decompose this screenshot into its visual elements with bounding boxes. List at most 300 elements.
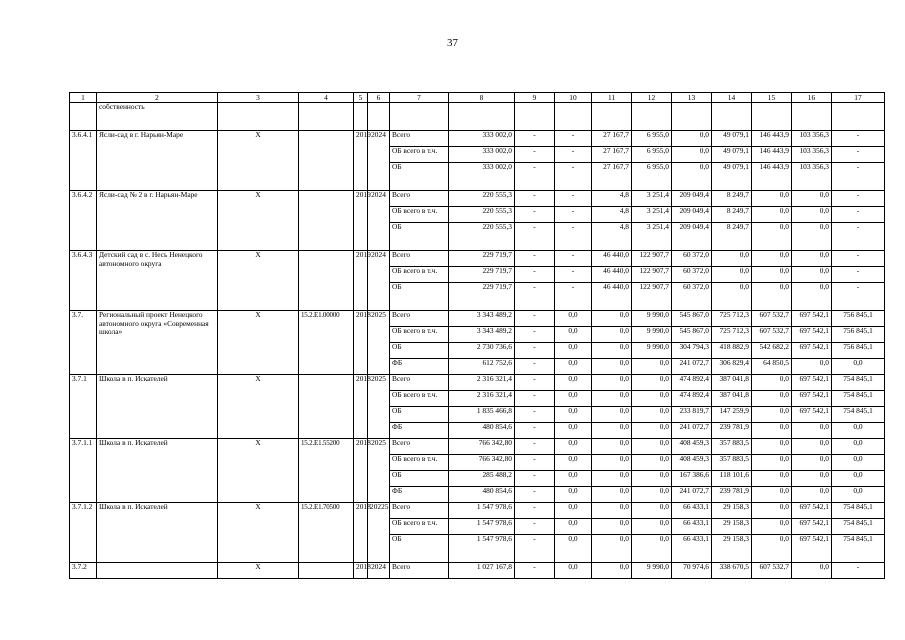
value-cell: - <box>832 267 885 283</box>
header-cell: 4 <box>299 93 354 103</box>
table-cell <box>515 103 555 131</box>
header-cell: 3 <box>218 93 299 103</box>
table-row <box>70 563 885 579</box>
value-cell: 0,0 <box>592 519 632 535</box>
value-cell: 0,0 <box>752 407 792 423</box>
value-cell: 6 955,0 <box>632 131 672 147</box>
table-cell <box>555 103 592 131</box>
year-start: 2019 <box>354 191 368 251</box>
budget-code <box>299 563 354 579</box>
funding-source: ФБ <box>390 359 449 375</box>
value-cell: 49 079,1 <box>712 131 752 147</box>
value-cell: 0,0 <box>632 391 672 407</box>
value-cell: 0,0 <box>792 283 832 311</box>
value-cell: 0,0 <box>752 535 792 563</box>
year-start: 2019 <box>354 251 368 311</box>
header-cell: 10 <box>555 93 592 103</box>
value-cell: 0,0 <box>632 535 672 563</box>
value-cell: - <box>555 267 592 283</box>
value-cell: - <box>515 267 555 283</box>
funding-source: ОБ всего в т.ч. <box>390 147 449 163</box>
value-cell: - <box>832 163 885 191</box>
value-cell: 0,0 <box>792 487 832 503</box>
table-cell <box>70 103 97 131</box>
item-number: 3.6.4.3 <box>70 251 97 311</box>
value-cell: 146 443,9 <box>752 147 792 163</box>
header-cell: 5 <box>354 93 368 103</box>
funding-source: Всего <box>390 191 449 207</box>
value-cell: 0,0 <box>792 359 832 375</box>
value-cell: 0,0 <box>632 487 672 503</box>
value-cell: 0,0 <box>592 487 632 503</box>
value-cell: - <box>832 207 885 223</box>
value-cell: 0,0 <box>592 359 632 375</box>
item-number: 3.6.4.1 <box>70 131 97 191</box>
value-cell: 0,0 <box>752 423 792 439</box>
value-cell: 1 547 978,6 <box>449 535 515 563</box>
value-cell: - <box>832 251 885 267</box>
header-cell: 16 <box>792 93 832 103</box>
value-cell: - <box>515 471 555 487</box>
table-row <box>70 131 885 147</box>
value-cell: 118 101,6 <box>712 471 752 487</box>
value-cell: 697 542,1 <box>792 535 832 563</box>
value-cell: - <box>515 163 555 191</box>
value-cell: 233 819,7 <box>672 407 712 423</box>
budget-code <box>299 131 354 191</box>
budget-code: 15.2.Е1.55200 <box>299 439 354 503</box>
value-cell: 357 883,5 <box>712 455 752 471</box>
value-cell: 1 547 978,6 <box>449 519 515 535</box>
funding-source: ОБ <box>390 407 449 423</box>
value-cell: 387 041,8 <box>712 391 752 407</box>
value-cell: 46 440,0 <box>592 267 632 283</box>
value-cell: - <box>515 503 555 519</box>
table-cell <box>299 103 354 131</box>
table-cell <box>712 103 752 131</box>
item-number: 3.6.4.2 <box>70 191 97 251</box>
funding-source: ОБ всего в т.ч. <box>390 455 449 471</box>
value-cell: 697 542,1 <box>792 327 832 343</box>
value-cell: 241 072,7 <box>672 487 712 503</box>
value-cell: 1 835 466,8 <box>449 407 515 423</box>
value-cell: - <box>555 223 592 251</box>
value-cell: 60 372,0 <box>672 251 712 267</box>
value-cell: 754 845,1 <box>832 519 885 535</box>
year-end: 2025 <box>368 375 390 439</box>
value-cell: 0,0 <box>752 267 792 283</box>
value-cell: 0,0 <box>555 455 592 471</box>
funding-source: ОБ всего в т.ч. <box>390 207 449 223</box>
value-cell: 2 316 321,4 <box>449 391 515 407</box>
value-cell: 241 072,7 <box>672 359 712 375</box>
value-cell: 0,0 <box>632 375 672 391</box>
header-cell: 13 <box>672 93 712 103</box>
header-cell: 12 <box>632 93 672 103</box>
value-cell: 607 532,7 <box>752 327 792 343</box>
item-name: собственность <box>97 103 218 131</box>
item-name <box>97 563 218 579</box>
value-cell: - <box>515 359 555 375</box>
item-number: 3.7. <box>70 311 97 375</box>
value-cell: 0,0 <box>555 343 592 359</box>
value-cell: 0,0 <box>792 207 832 223</box>
table-cell <box>390 103 449 131</box>
value-cell: - <box>832 223 885 251</box>
value-cell: 209 049,4 <box>672 191 712 207</box>
year-end: 2024 <box>368 563 390 579</box>
header-row <box>70 93 885 103</box>
value-cell: 0,0 <box>752 503 792 519</box>
value-cell: 66 433,1 <box>672 535 712 563</box>
year-start: 2018 <box>354 563 368 579</box>
value-cell: 122 907,7 <box>632 251 672 267</box>
year-start: 2018 <box>354 439 368 503</box>
value-cell: 0,0 <box>752 487 792 503</box>
budget-code <box>299 251 354 311</box>
value-cell: 0,0 <box>752 439 792 455</box>
year-end: 2024 <box>368 191 390 251</box>
funding-source: ОБ <box>390 343 449 359</box>
value-cell: 480 854,6 <box>449 423 515 439</box>
item-name: Школа в п. Искателей <box>97 375 218 439</box>
value-cell: 209 049,4 <box>672 207 712 223</box>
value-cell: - <box>515 423 555 439</box>
table-row <box>70 503 885 519</box>
value-cell: 0,0 <box>592 343 632 359</box>
value-cell: 1 027 167,8 <box>449 563 515 579</box>
funding-source: ОБ всего в т.ч. <box>390 391 449 407</box>
value-cell: - <box>515 223 555 251</box>
value-cell: 0,0 <box>632 359 672 375</box>
value-cell: 241 072,7 <box>672 423 712 439</box>
value-cell: 29 158,3 <box>712 519 752 535</box>
value-cell: 167 386,6 <box>672 471 712 487</box>
value-cell: 122 907,7 <box>632 283 672 311</box>
funding-source: Всего <box>390 375 449 391</box>
value-cell: 103 356,3 <box>792 147 832 163</box>
year-start: 2019 <box>354 131 368 191</box>
value-cell: 612 752,6 <box>449 359 515 375</box>
value-cell: 480 854,6 <box>449 487 515 503</box>
value-cell: - <box>515 207 555 223</box>
header-cell: 6 <box>368 93 390 103</box>
table-cell <box>449 103 515 131</box>
value-cell: 46 440,0 <box>592 251 632 267</box>
year-start: 2018 <box>354 311 368 375</box>
value-cell: 697 542,1 <box>792 375 832 391</box>
header-cell: 17 <box>832 93 885 103</box>
value-cell: - <box>515 535 555 563</box>
value-cell: - <box>515 251 555 267</box>
executor-cell: Х <box>218 251 299 311</box>
value-cell: 220 555,3 <box>449 207 515 223</box>
item-name: Детский сад в с. Несь Ненецкого автономного округа <box>97 251 218 311</box>
value-cell: 0,0 <box>792 471 832 487</box>
value-cell: 0,0 <box>752 391 792 407</box>
value-cell: 2 316 321,4 <box>449 375 515 391</box>
value-cell: 756 845,1 <box>832 327 885 343</box>
value-cell: 725 712,3 <box>712 311 752 327</box>
funding-source: Всего <box>390 251 449 267</box>
year-end: 2025 <box>368 439 390 503</box>
value-cell: 607 532,7 <box>752 563 792 579</box>
funding-source: Всего <box>390 563 449 579</box>
value-cell: 0,0 <box>672 163 712 191</box>
executor-cell: Х <box>218 563 299 579</box>
budget-code: 15.2.Е1.70500 <box>299 503 354 563</box>
value-cell: 8 249,7 <box>712 191 752 207</box>
funding-source: ОБ <box>390 223 449 251</box>
value-cell: 122 907,7 <box>632 267 672 283</box>
value-cell: - <box>832 563 885 579</box>
value-cell: 209 049,4 <box>672 223 712 251</box>
value-cell: 147 259,9 <box>712 407 752 423</box>
funding-source: ОБ <box>390 163 449 191</box>
value-cell: 0,0 <box>832 471 885 487</box>
value-cell: - <box>555 147 592 163</box>
value-cell: 357 883,5 <box>712 439 752 455</box>
value-cell: 0,0 <box>555 311 592 327</box>
item-number: 3.7.1.1 <box>70 439 97 503</box>
year-start: 2018 <box>354 503 368 563</box>
value-cell: 229 719,7 <box>449 283 515 311</box>
value-cell: 60 372,0 <box>672 283 712 311</box>
value-cell: 545 867,0 <box>672 311 712 327</box>
value-cell: 0,0 <box>555 487 592 503</box>
value-cell: 545 867,0 <box>672 327 712 343</box>
value-cell: 27 167,7 <box>592 147 632 163</box>
table-cell <box>752 103 792 131</box>
value-cell: 0,0 <box>752 471 792 487</box>
value-cell: - <box>832 283 885 311</box>
value-cell: 0,0 <box>672 147 712 163</box>
value-cell: - <box>515 343 555 359</box>
funding-source: Всего <box>390 503 449 519</box>
item-name: Школа в п. Искателей <box>97 439 218 503</box>
executor-cell: Х <box>218 311 299 375</box>
value-cell: 0,0 <box>752 191 792 207</box>
table-cell <box>832 103 885 131</box>
value-cell: 333 002,0 <box>449 131 515 147</box>
item-name: Региональный проект Ненецкого автономного округа «Современная школа» <box>97 311 218 375</box>
value-cell: 0,0 <box>592 455 632 471</box>
executor-cell: Х <box>218 191 299 251</box>
item-number: 3.7.2 <box>70 563 97 579</box>
value-cell: 1 547 978,6 <box>449 503 515 519</box>
value-cell: 46 440,0 <box>592 283 632 311</box>
value-cell: 754 845,1 <box>832 375 885 391</box>
year-end: 2024 <box>368 251 390 311</box>
value-cell: 0,0 <box>555 391 592 407</box>
executor-cell: Х <box>218 503 299 563</box>
value-cell: - <box>515 147 555 163</box>
table-cell <box>792 103 832 131</box>
table-cell <box>218 103 299 131</box>
value-cell: - <box>832 131 885 147</box>
value-cell: - <box>515 487 555 503</box>
value-cell: 0,0 <box>555 375 592 391</box>
header-cell: 11 <box>592 93 632 103</box>
value-cell: 4,8 <box>592 207 632 223</box>
value-cell: 697 542,1 <box>792 519 832 535</box>
funding-source: ФБ <box>390 423 449 439</box>
value-cell: 27 167,7 <box>592 163 632 191</box>
value-cell: 756 845,1 <box>832 311 885 327</box>
funding-source: ОБ <box>390 535 449 563</box>
value-cell: 607 532,7 <box>752 311 792 327</box>
item-name: Ясли-сад в г. Нарьян-Маре <box>97 131 218 191</box>
value-cell: - <box>555 283 592 311</box>
value-cell: 0,0 <box>632 407 672 423</box>
value-cell: - <box>515 327 555 343</box>
funding-source: ОБ всего в т.ч. <box>390 267 449 283</box>
header-cell: 15 <box>752 93 792 103</box>
table-cell <box>592 103 632 131</box>
value-cell: 0,0 <box>632 519 672 535</box>
value-cell: 338 670,5 <box>712 563 752 579</box>
value-cell: 697 542,1 <box>792 311 832 327</box>
year-start: 2018 <box>354 375 368 439</box>
value-cell: 60 372,0 <box>672 267 712 283</box>
value-cell: 0,0 <box>832 487 885 503</box>
value-cell: 306 829,4 <box>712 359 752 375</box>
value-cell: 229 719,7 <box>449 251 515 267</box>
value-cell: 146 443,9 <box>752 131 792 147</box>
value-cell: 754 845,1 <box>832 503 885 519</box>
value-cell: 3 251,4 <box>632 207 672 223</box>
value-cell: 0,0 <box>555 407 592 423</box>
table-row <box>70 311 885 327</box>
value-cell: 725 712,3 <box>712 327 752 343</box>
header-cell: 7 <box>390 93 449 103</box>
value-cell: 0,0 <box>555 327 592 343</box>
value-cell: 333 002,0 <box>449 163 515 191</box>
value-cell: 6 955,0 <box>632 163 672 191</box>
value-cell: 8 249,7 <box>712 207 752 223</box>
executor-cell: Х <box>218 375 299 439</box>
value-cell: 0,0 <box>712 283 752 311</box>
funding-source: Всего <box>390 439 449 455</box>
value-cell: 0,0 <box>712 251 752 267</box>
value-cell: 3 343 489,2 <box>449 311 515 327</box>
value-cell: 0,0 <box>555 439 592 455</box>
value-cell: 766 342,80 <box>449 455 515 471</box>
value-cell: - <box>515 439 555 455</box>
value-cell: 0,0 <box>592 563 632 579</box>
value-cell: 387 041,8 <box>712 375 752 391</box>
value-cell: 0,0 <box>555 519 592 535</box>
value-cell: 8 249,7 <box>712 223 752 251</box>
value-cell: 64 850,5 <box>752 359 792 375</box>
value-cell: 239 781,9 <box>712 423 752 439</box>
value-cell: 754 845,1 <box>832 535 885 563</box>
funding-source: ОБ <box>390 471 449 487</box>
table-cell <box>632 103 672 131</box>
value-cell: - <box>832 191 885 207</box>
year-end: 2024 <box>368 131 390 191</box>
value-cell: 0,0 <box>555 471 592 487</box>
value-cell: 0,0 <box>555 423 592 439</box>
value-cell: 6 955,0 <box>632 147 672 163</box>
page-number: 37 <box>447 37 458 49</box>
value-cell: - <box>555 207 592 223</box>
year-end: 2025 <box>368 311 390 375</box>
table-row <box>70 191 885 207</box>
value-cell: - <box>555 251 592 267</box>
value-cell: 27 167,7 <box>592 131 632 147</box>
value-cell: 418 882,9 <box>712 343 752 359</box>
table-cell <box>354 103 368 131</box>
value-cell: 474 892,4 <box>672 375 712 391</box>
value-cell: 0,0 <box>832 423 885 439</box>
funding-source: Всего <box>390 131 449 147</box>
header-cell: 1 <box>70 93 97 103</box>
value-cell: 408 459,3 <box>672 439 712 455</box>
value-cell: 0,0 <box>792 267 832 283</box>
value-cell: 220 555,3 <box>449 191 515 207</box>
value-cell: - <box>515 563 555 579</box>
header-cell: 9 <box>515 93 555 103</box>
item-name: Ясли-сад № 2 в г. Нарьян-Маре <box>97 191 218 251</box>
value-cell: 103 356,3 <box>792 163 832 191</box>
value-cell: 0,0 <box>672 131 712 147</box>
value-cell: 285 488,2 <box>449 471 515 487</box>
item-number: 3.7.1 <box>70 375 97 439</box>
value-cell: - <box>515 283 555 311</box>
value-cell: 0,0 <box>555 503 592 519</box>
value-cell: 239 781,9 <box>712 487 752 503</box>
value-cell: 0,0 <box>592 439 632 455</box>
budget-code <box>299 375 354 439</box>
value-cell: 0,0 <box>592 375 632 391</box>
value-cell: 3 343 489,2 <box>449 327 515 343</box>
value-cell: - <box>515 375 555 391</box>
value-cell: 229 719,7 <box>449 267 515 283</box>
value-cell: 766 342,80 <box>449 439 515 455</box>
value-cell: 4,8 <box>592 223 632 251</box>
value-cell: 0,0 <box>752 223 792 251</box>
funding-source: ОБ <box>390 283 449 311</box>
value-cell: 408 459,3 <box>672 455 712 471</box>
value-cell: 0,0 <box>792 455 832 471</box>
value-cell: 0,0 <box>632 455 672 471</box>
value-cell: 0,0 <box>592 407 632 423</box>
value-cell: 9 990,0 <box>632 311 672 327</box>
value-cell: 49 079,1 <box>712 163 752 191</box>
value-cell: 66 433,1 <box>672 503 712 519</box>
budget-code: 15.2.Е1.00000 <box>299 311 354 375</box>
value-cell: 697 542,1 <box>792 391 832 407</box>
value-cell: 66 433,1 <box>672 519 712 535</box>
value-cell: 0,0 <box>752 283 792 311</box>
value-cell: 0,0 <box>632 439 672 455</box>
value-cell: 333 002,0 <box>449 147 515 163</box>
value-cell: - <box>832 147 885 163</box>
header-cell: 2 <box>97 93 218 103</box>
year-end: 20225 <box>368 503 390 563</box>
value-cell: 49 079,1 <box>712 147 752 163</box>
value-cell: 0,0 <box>752 207 792 223</box>
value-cell: 70 974,6 <box>672 563 712 579</box>
value-cell: 9 990,0 <box>632 343 672 359</box>
value-cell: 0,0 <box>592 327 632 343</box>
value-cell: 0,0 <box>792 223 832 251</box>
value-cell: 0,0 <box>555 359 592 375</box>
funding-source: ОБ всего в т.ч. <box>390 327 449 343</box>
value-cell: 9 990,0 <box>632 327 672 343</box>
executor-cell: Х <box>218 131 299 191</box>
